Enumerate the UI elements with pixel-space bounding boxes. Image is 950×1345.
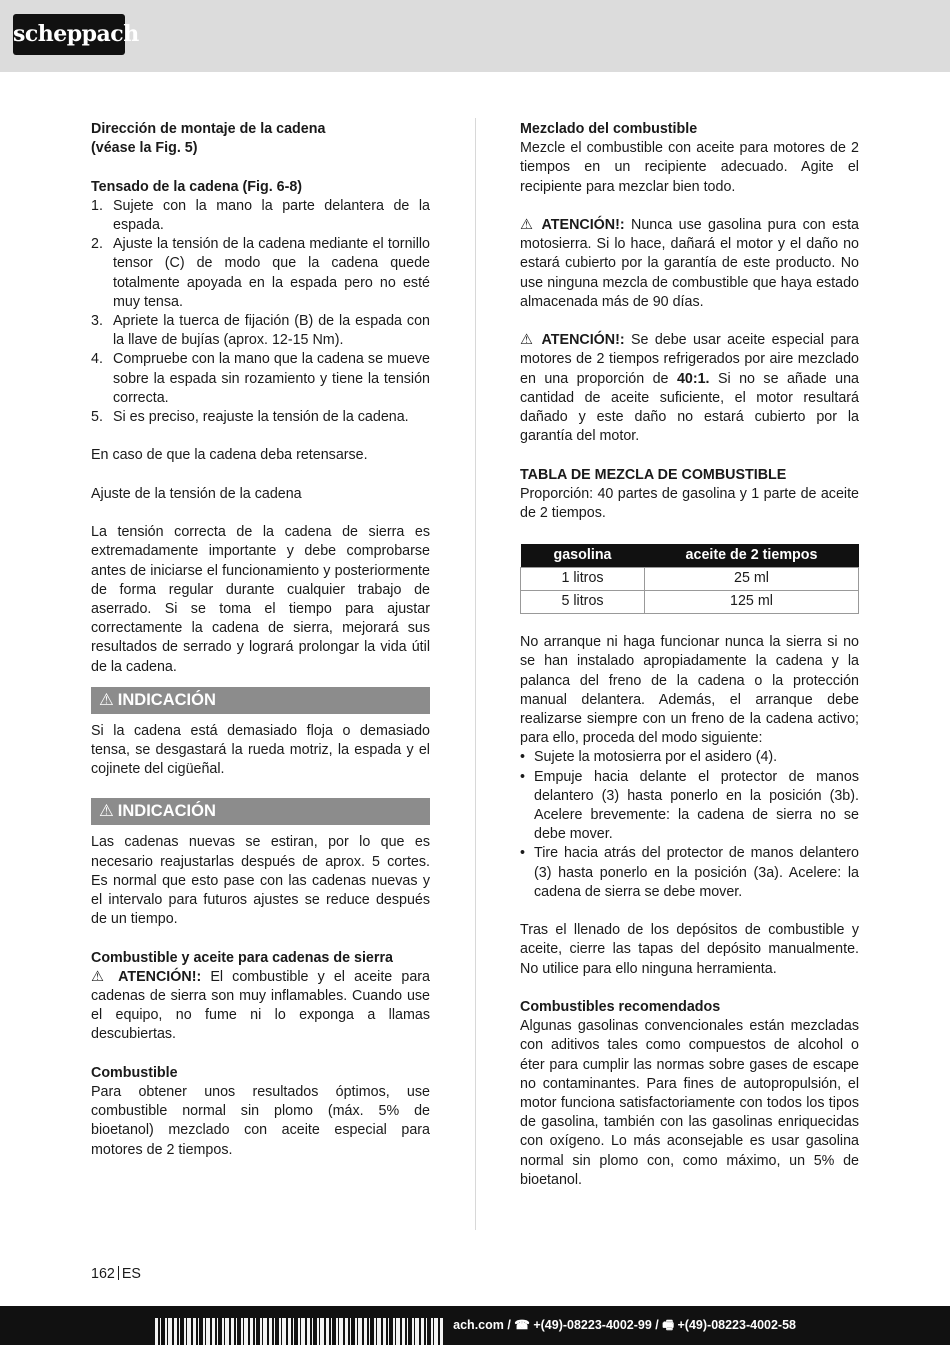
table-header: aceite de 2 tiempos (645, 544, 859, 567)
table-row (521, 590, 859, 613)
recommended-title: Combustibles recomendados (520, 998, 721, 1015)
mix-table-intro: Proporción: 40 partes de gasolina y 1 parte de aceite de 2 tiempos. (520, 485, 859, 522)
mix-table-title: TABLA DE MEZCLA DE COMBUSTIBLE (520, 466, 787, 483)
warning-1: ⚠ ATENCIÓN!: Nunca use gasolina pura con esta motosierra. Si lo hace, dañará el motor y el daño no estará cubierto por la garantía de este producto. No use ninguna mezcla de combustible que haya estado almacenada más de 90 días. (520, 217, 859, 310)
fuel-title: Combustible (91, 1064, 178, 1081)
table-cell: 25 ml (645, 567, 859, 590)
page-header (0, 0, 950, 72)
refuel-text: Tras el llenado de los depósitos de combustible y aceite, cierre las tapas del depósito manualmente. No utilice para ello ninguna herramienta. (520, 922, 859, 977)
warning-icon: ⚠ (520, 217, 536, 233)
footer-contact: ach.com / ☎ +(49)-08223-4002-99 / 🖷 +(49)-08223-4002-58 (453, 1318, 796, 1332)
page-number: 162 ES (91, 1266, 141, 1282)
warning-icon: ⚠ (91, 968, 109, 985)
notice-text: Las cadenas nuevas se estiran, por lo que es necesario reajustarlas después de aprox. 5 cortes. Es normal que esto pase con las cadenas nuevas y el intervalo para futuros ajustes se reduce después de un tiempo. (91, 834, 430, 928)
warning-icon: ⚠ (520, 332, 536, 349)
warning-icon: ⚠ (99, 802, 114, 821)
list-item: 3. Apriete la tuerca de fijación (B) de la espada con la llave de bujías (aprox. 12-15 Nm). (91, 313, 430, 349)
list-item: • Sujete la motosierra por el asidero (4). (520, 749, 778, 766)
footer-garbled-strip (155, 1318, 445, 1345)
importance-text: La tensión correcta de la cadena de sierra es extremadamente importante y debe comprobarse antes de iniciarse el funcionamiento y posteriormente de forma regular durante cualquier trabajo de aserrado. Si se toma el tiempo para ajustar correctamente la cadena de sierra, mejorará sus resultados de serrado y logrará prolongar la vida útil de la cadena. (91, 524, 430, 675)
list-item: 2. Ajuste la tensión de la cadena mediante el tornillo tensor (C) de modo que la cadena quede totalmente apoyada en la espada pero no esté muy tensa. (91, 236, 430, 310)
list-item: 4. Compruebe con la mano que la cadena se mueve sobre la espada sin rozamiento y tiene la tensión correcta. (91, 351, 430, 406)
tension-title: Tensado de la cadena (Fig. 6-8) (91, 178, 303, 195)
retension-text: En caso de que la cadena deba retensarse. (91, 447, 368, 464)
table-header-row (521, 544, 859, 567)
table-cell: 1 litros (521, 567, 645, 590)
notice-text: Si la cadena está demasiado floja o demasiado tensa, se desgastará la rueda motriz, la espada y el cojinete del cigüeñal. (91, 722, 430, 778)
brand-logo: scheppach (13, 14, 125, 55)
recommended-text: Algunas gasolinas convencionales están mezcladas con aditivos tales como compuestos de alcohol o éter para cumplir las normas sobre gases de escape no contaminantes. Para fines de autopropulsión, el motor funciona satisfactoriamente con todos los tipos de gasolina, también con las gasolinas enriquecidas con oxígeno. Lo más aconsejable es usar gasolina normal sin plomo con, como máximo, un 5% de bioetanol. (520, 1018, 859, 1188)
fuel-text: Para obtener unos resultados óptimos, use combustible normal sin plomo (máx. 5% de bioetanol) mezclado con aceite especial para motores de 2 tiempos. (91, 1084, 430, 1158)
table-cell: 5 litros (521, 590, 645, 613)
fuel-oil-title: Combustible y aceite para cadenas de sierra (91, 949, 393, 966)
warning-icon: ⚠ (99, 690, 114, 709)
list-item: • Empuje hacia delante el protector de manos delantero (3) hasta ponerlo en la posición (3b). Acelere brevemente: la cadena de sierra no se debe mover. (520, 768, 859, 843)
table-cell: 125 ml (645, 590, 859, 613)
start-text: No arranque ni haga funcionar nunca la sierra si no se han instalado apropiadamente la cadena y la palanca del freno de la cadena o la protección manual delantera. Además, el arranque debe realizarse siempre con un freno de la cadena activo; para ello, proceda del modo siguiente: (520, 634, 859, 747)
chain-direction-title: Dirección de montaje de la cadena (91, 121, 326, 137)
list-item: 5. Si es preciso, reajuste la tensión de la cadena. (91, 409, 409, 426)
warning-2: ⚠ ATENCIÓN!: Se debe usar aceite especial para motores de 2 tiempos refrigerados por aire mezclado en una proporción de 40:1. Si no se añade una cantidad de aceite suficiente, el motor resultará dañado y este daño no estará cubierto por la garantía del motor. (520, 332, 859, 445)
fuel-mix-table (520, 544, 859, 614)
right-column (520, 120, 859, 1190)
start-bullets (520, 748, 859, 902)
fuel-oil-warning: ⚠ ATENCIÓN!: El combustible y el aceite para cadenas de sierra son muy inflamables. Cuando use el equipo, no fume ni lo exponga a llamas descubiertas. (91, 968, 430, 1043)
list-item: 1. Sujete con la mano la parte delantera de la espada. (91, 197, 430, 233)
mix-text: Mezcle el combustible con aceite para motores de 2 tiempos en un recipiente adecuado. Agite el recipiente para mezclar bien todo. (520, 140, 859, 195)
chain-direction-subtitle: (véase la Fig. 5) (91, 140, 198, 157)
notice-banner: ⚠ INDICACIÓN (91, 798, 430, 825)
notice-banner: ⚠ INDICACIÓN (91, 687, 430, 714)
table-row (521, 567, 859, 590)
list-item: • Tire hacia atrás del protector de manos delantero (3) hasta ponerlo en la posición (3a). Acelere: la cadena de sierra se debe mover. (520, 845, 859, 900)
page-footer (0, 1306, 950, 1345)
column-divider (475, 118, 476, 1230)
adjust-text: Ajuste de la tensión de la cadena (91, 485, 302, 502)
tension-steps (91, 197, 430, 427)
table-header: gasolina (521, 544, 645, 567)
mix-title: Mezclado del combustible (520, 121, 698, 137)
left-column (91, 120, 430, 1160)
